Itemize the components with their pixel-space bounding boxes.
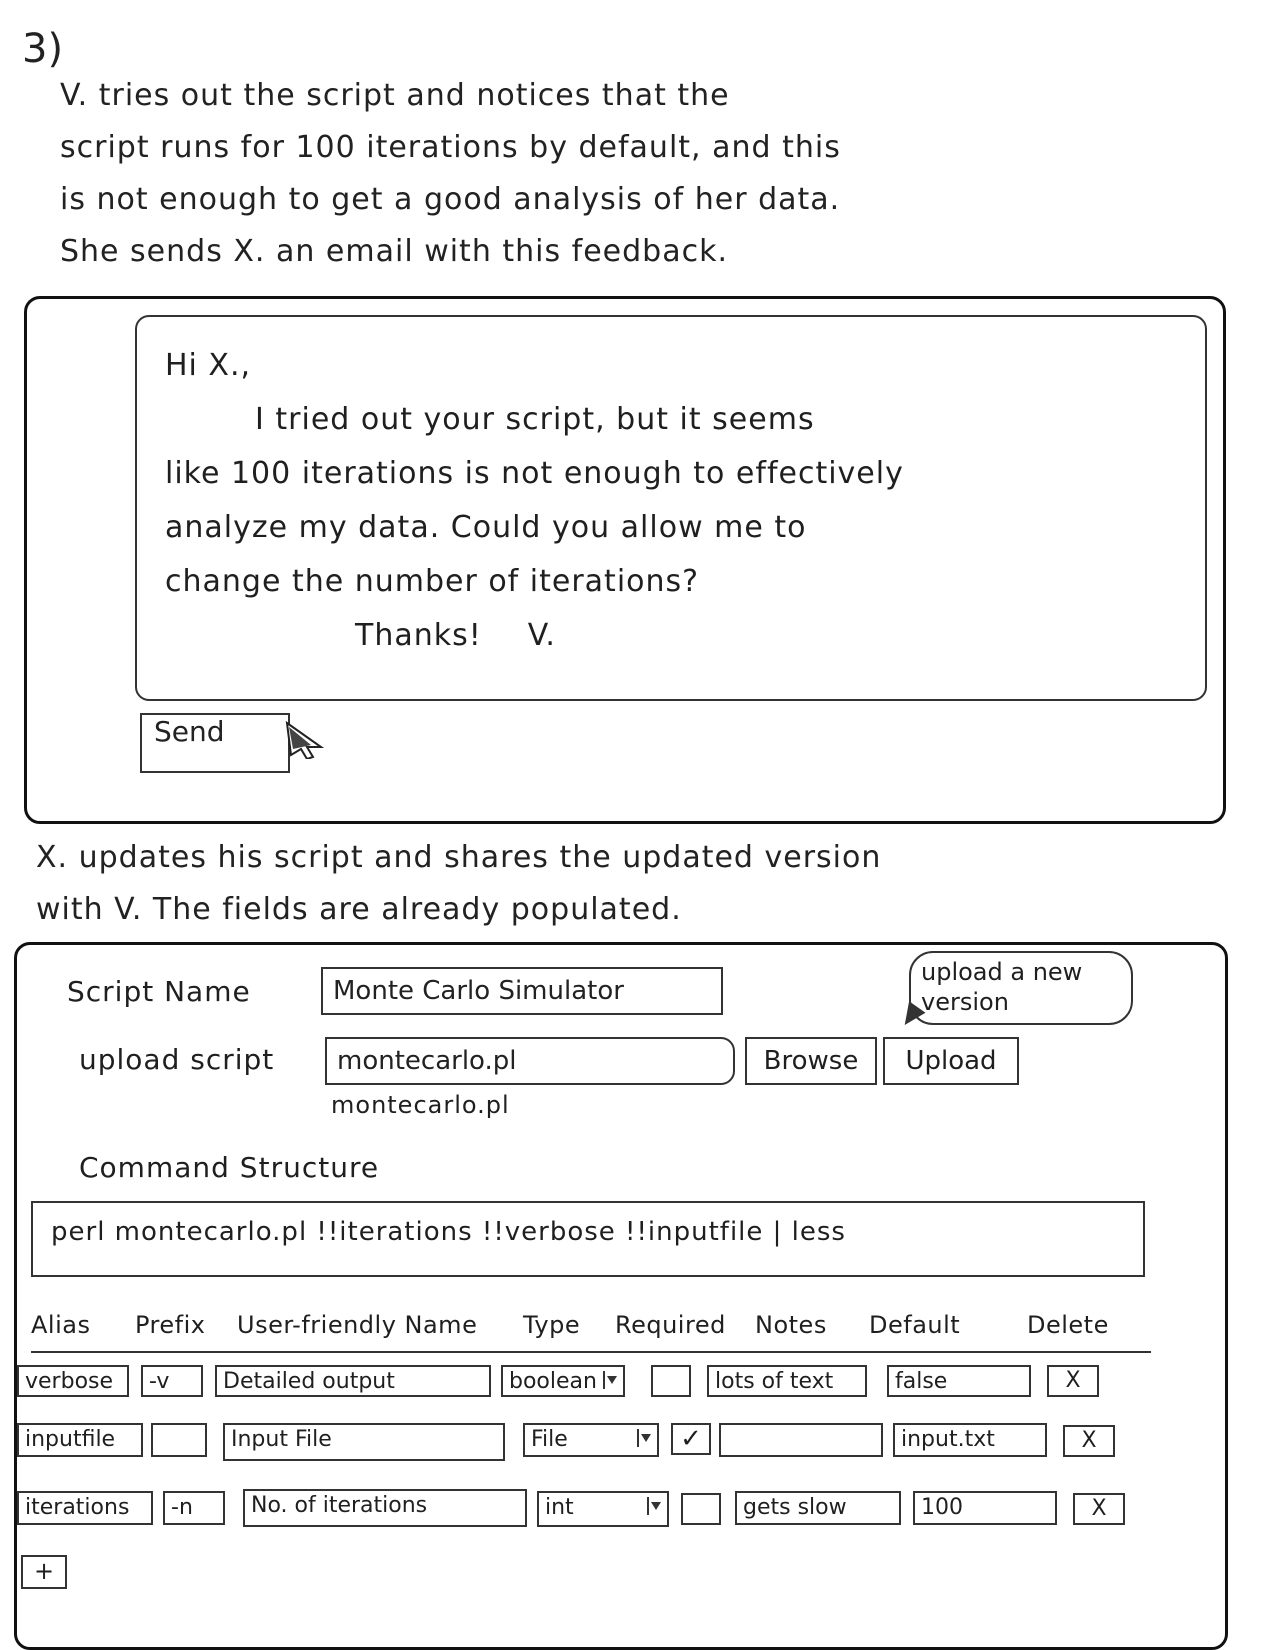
delete-button[interactable]: X [1047,1365,1099,1397]
email-greeting: Hi X., [165,348,252,383]
prefix-field[interactable] [151,1423,207,1457]
notes-field[interactable]: gets slow [735,1491,901,1525]
delete-button[interactable]: X [1063,1425,1115,1457]
current-file-name: montecarlo.pl [331,1091,510,1119]
narration-line: script runs for 100 iterations by default, and this [60,130,841,165]
email-body-field[interactable] [135,315,1207,701]
email-signoff [165,609,1177,663]
notes-field[interactable]: lots of text [707,1365,867,1397]
type-value: int [545,1495,574,1520]
narration-line: She sends X. an email with this feedback. [60,234,728,269]
type-value: File [531,1427,568,1452]
header-delete: Delete [1027,1311,1109,1339]
default-field[interactable]: input.txt [893,1423,1047,1457]
header-type: Type [523,1311,581,1339]
upload-script-label: upload script [79,1043,275,1076]
name-field[interactable]: No. of iterations [243,1489,527,1527]
table-header [31,1311,1151,1353]
type-select[interactable] [523,1423,659,1457]
prefix-field[interactable]: -n [163,1491,225,1525]
email-line: change the number of iterations? [165,564,700,599]
name-field[interactable]: Detailed output [215,1365,491,1397]
script-form-screen [14,942,1228,1650]
upload-file-input[interactable]: montecarlo.pl [325,1037,735,1085]
add-row-button[interactable]: + [21,1555,67,1589]
dropdown-arrow-icon [603,1371,619,1389]
step-number: 3) [22,26,64,72]
default-field[interactable]: false [887,1365,1031,1397]
alias-field[interactable]: iterations [17,1491,153,1525]
default-field[interactable]: 100 [913,1491,1057,1525]
email-line: like 100 iterations is not enough to effectively [165,456,904,491]
script-name-label: Script Name [67,975,251,1008]
header-alias: Alias [31,1311,91,1339]
narration-line: with V. The fields are already populated. [36,892,682,927]
dropdown-arrow-icon [647,1497,663,1515]
type-value: boolean [509,1369,597,1394]
required-checkbox[interactable]: ✓ [671,1423,711,1455]
required-checkbox[interactable] [651,1365,691,1397]
header-name: User-friendly Name [237,1311,478,1339]
required-checkbox[interactable] [681,1493,721,1525]
type-select[interactable] [537,1491,669,1527]
send-button[interactable]: Send [140,713,290,773]
notes-field[interactable] [719,1423,883,1457]
upload-button[interactable]: Upload [883,1037,1019,1085]
script-name-input[interactable]: Monte Carlo Simulator [321,967,723,1015]
type-select[interactable] [501,1365,625,1397]
narration-line: X. updates his script and shares the updated version [36,840,882,875]
alias-field[interactable]: verbose [17,1365,129,1397]
header-prefix: Prefix [135,1311,206,1339]
narration-middle [36,832,881,936]
email-line: I tried out your script, but it seems [255,402,815,437]
email-line: analyze my data. Could you allow me to [165,510,807,545]
alias-field[interactable]: inputfile [17,1423,143,1457]
dropdown-arrow-icon [637,1429,653,1447]
mouse-cursor-icon [281,719,327,759]
prefix-field[interactable]: -v [141,1365,203,1397]
email-signature: V. [527,618,556,653]
email-screen [24,296,1226,824]
command-structure-label: Command Structure [79,1151,380,1184]
header-default: Default [869,1311,961,1339]
browse-button[interactable]: Browse [745,1037,877,1085]
name-field[interactable]: Input File [223,1423,505,1461]
delete-button[interactable]: X [1073,1493,1125,1525]
narration-line: V. tries out the script and notices that the [60,78,730,113]
upload-hint-bubble: upload a new version [909,951,1133,1025]
header-required: Required [615,1311,726,1339]
command-structure-input[interactable]: perl montecarlo.pl !!iterations !!verbose !!inputfile | less [31,1201,1145,1277]
header-notes: Notes [755,1311,827,1339]
narration-line: is not enough to get a good analysis of her data. [60,182,841,217]
narration-top [60,70,841,278]
email-closing: Thanks! [355,618,482,653]
